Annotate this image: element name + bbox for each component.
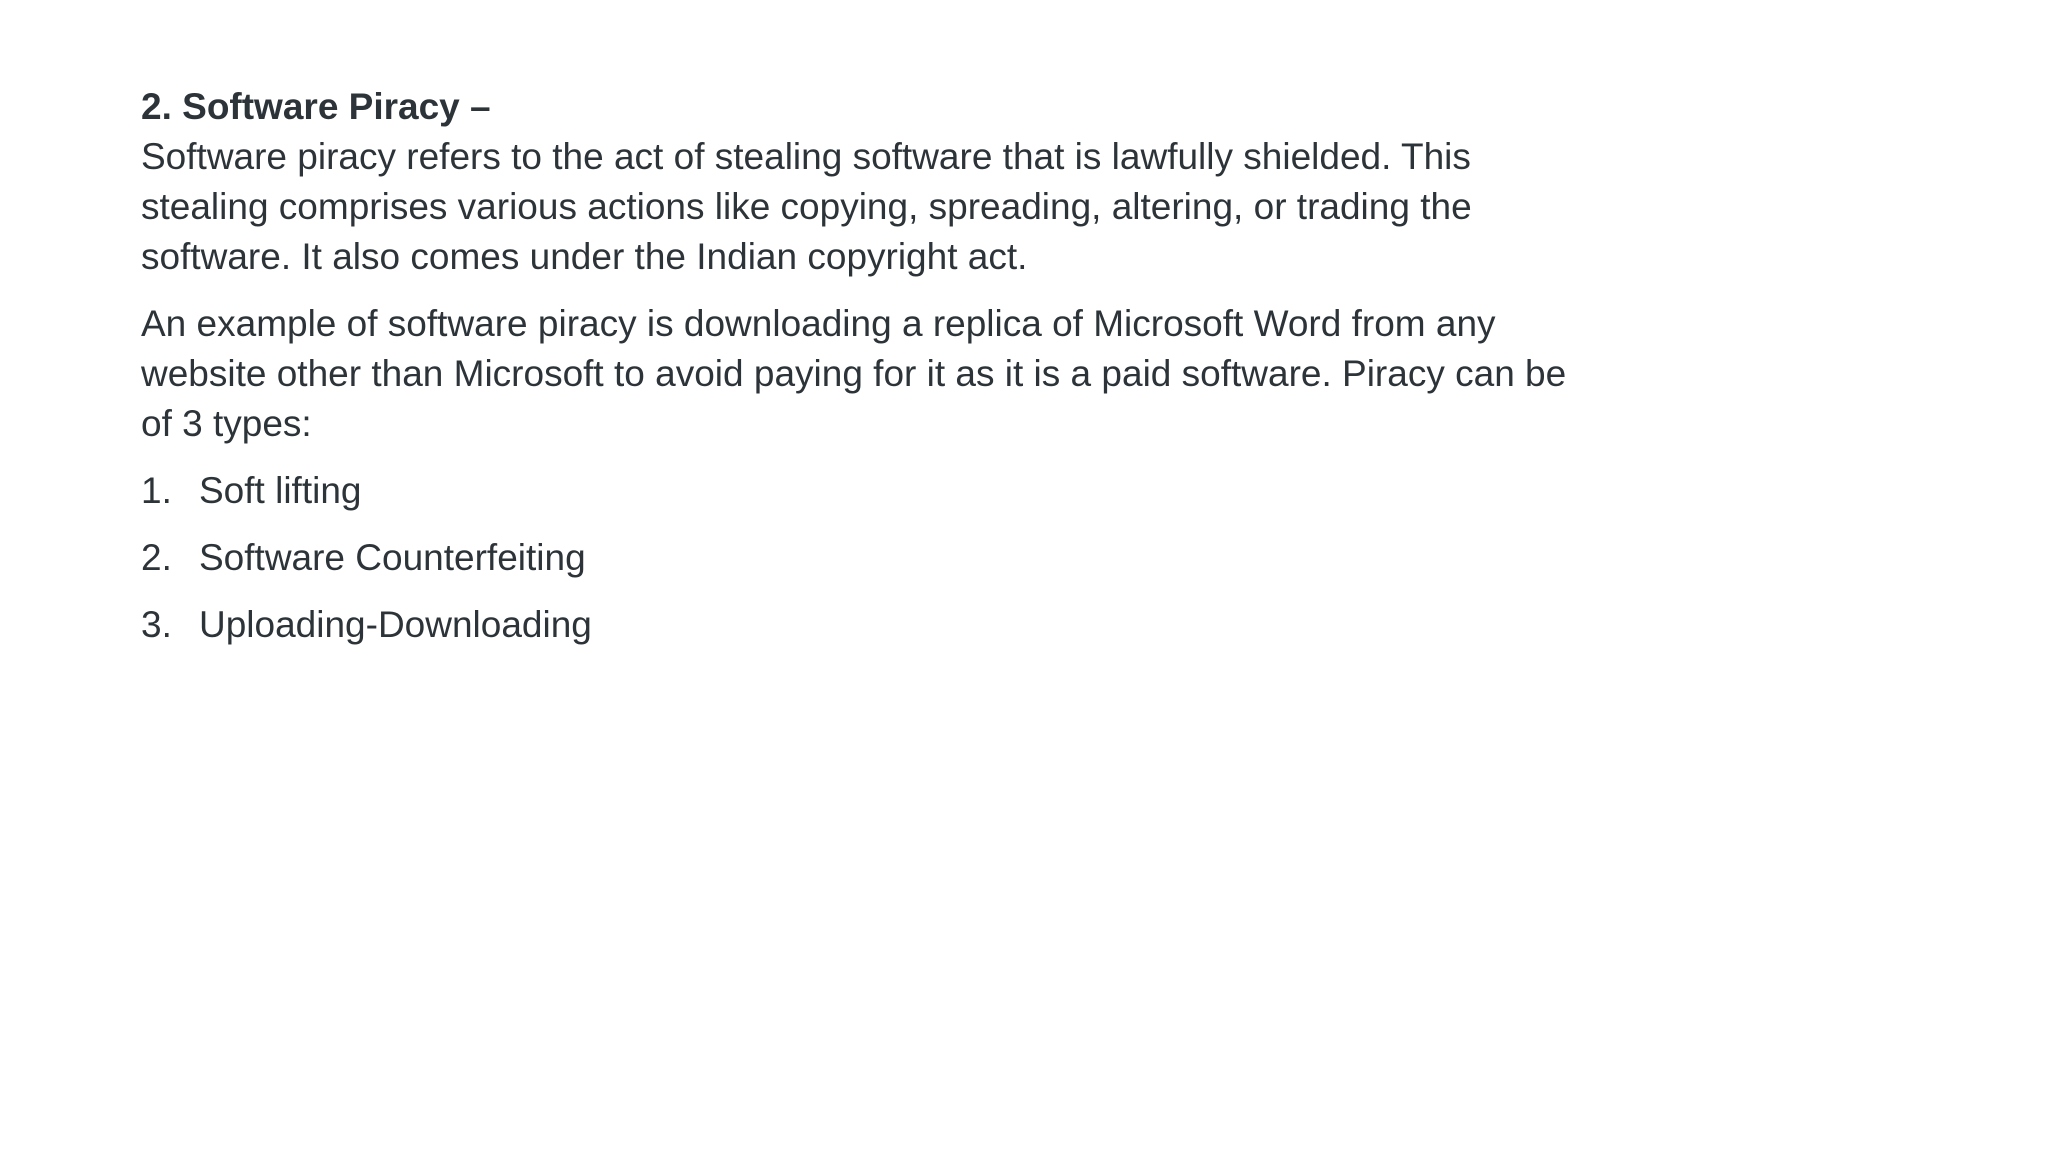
list-item-number: 1. [141,470,172,511]
list-item-number: 3. [141,604,172,645]
list-item [141,600,1581,650]
list-item [141,466,1581,516]
section-heading: 2. Software Piracy – [141,86,491,127]
document-content [141,82,1581,667]
list-item-text: Software Counterfeiting [199,537,586,578]
piracy-types-list [141,466,1581,650]
paragraph-example: An example of software piracy is downloading a replica of Microsoft Word from any website other than Microsoft to avoid paying for it as it is a paid software. Piracy can be of 3 types: [141,303,1567,444]
list-item-text: Soft lifting [199,470,362,511]
list-item-text: Uploading-Downloading [199,604,592,645]
list-item-number: 2. [141,537,172,578]
list-item [141,533,1581,583]
paragraph-definition: Software piracy refers to the act of stealing software that is lawfully shielded. This stealing comprises various actions like copying, spreading, altering, or trading the software. It also comes under the Indian copyright act. [141,136,1472,277]
